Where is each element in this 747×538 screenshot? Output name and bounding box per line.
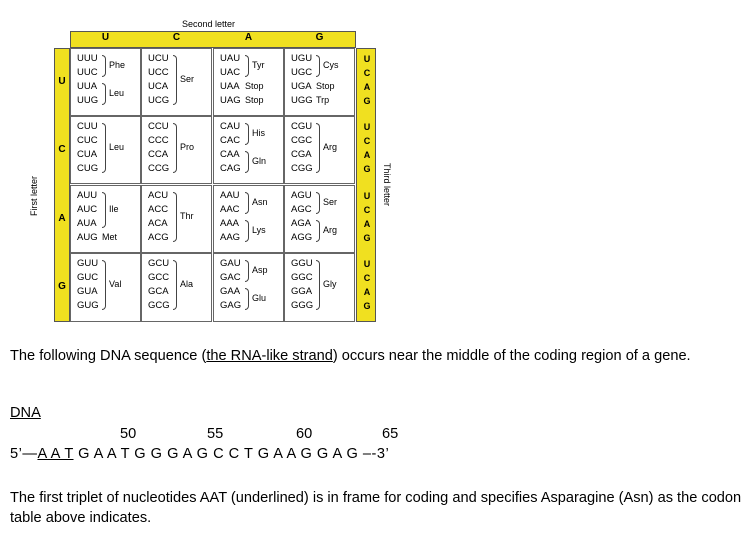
codon: CAA [220,149,240,160]
amino-acid-label: Phe [109,60,126,70]
amino-acid-label: Ser [323,197,338,207]
codon: UUC [77,67,98,78]
third-letter-label: Third letter [382,163,392,207]
codon: AGC [291,204,312,215]
codon: GUC [77,272,99,283]
codon: UUA [77,81,98,92]
brace [245,55,249,77]
codon-cell [70,253,141,322]
sequence-first-triplet: A A T [37,446,74,462]
codon: UAC [220,67,241,78]
third-letter: C [363,68,371,78]
codon: GGU [291,258,313,269]
amino-acid-label: Trp [316,95,330,105]
col-header-1: C [172,32,181,43]
brace [245,288,249,310]
codon: ACC [148,204,169,215]
amino-acid-label: Glu [252,293,267,303]
codon: UGC [291,67,313,78]
dna-label: DNA [10,405,41,421]
codon: AAG [220,232,241,243]
third-letter: A [363,287,371,297]
position-50: 50 [120,426,137,442]
codon: CUG [77,163,99,174]
amino-acid-label: Stop [245,81,264,91]
codon-cell [70,185,141,253]
amino-acid-label: Asn [252,197,268,207]
codon-cell [141,116,212,184]
codon: UGU [291,53,313,64]
row-header-1: C [58,144,66,155]
codon: CGG [291,163,313,174]
codon: CCU [148,121,169,132]
codon: UUU [77,53,98,64]
codon-cell [284,253,355,322]
third-letter: C [363,273,371,283]
codon: CAU [220,121,241,132]
amino-acid-label: Thr [180,211,194,221]
codon: UCA [148,81,169,92]
codon: GGG [291,300,314,311]
codon: UAG [220,95,241,106]
brace [102,123,106,173]
third-letter: G [363,164,371,174]
codon: CGA [291,149,312,160]
codon-cell [284,48,355,116]
codon: AUU [77,190,98,201]
brace [173,123,177,173]
brace [316,55,320,77]
amino-acid-label: Met [102,232,118,242]
codon-cell [141,185,212,253]
codon: AUC [77,204,98,215]
brace [173,260,177,310]
amino-acid-label: Asp [252,265,268,275]
codon: UUG [77,95,99,106]
codon: GUA [77,286,98,297]
codon: CCG [148,163,170,174]
codon: CCC [148,135,169,146]
brace [316,220,320,242]
codon: AAU [220,190,240,201]
codon: UCC [148,67,169,78]
brace [245,260,249,282]
codon: AAC [220,204,240,215]
codon: GUU [77,258,99,269]
third-letter: A [363,219,371,229]
codon: GCC [148,272,170,283]
codon: AGU [291,190,312,201]
codon-cell [213,48,284,116]
brace [245,220,249,242]
codon: GAA [220,286,241,297]
codon: AGG [291,232,313,243]
codon-cell [213,116,284,184]
codon: CAG [220,163,241,174]
codon: UAA [220,81,240,92]
third-letter: U [363,54,371,64]
col-header-0: U [101,32,110,43]
amino-acid-label: Ile [109,204,119,214]
position-65: 65 [382,426,399,442]
codon: CUU [77,121,98,132]
second-letter-label: Second letter [182,19,236,29]
amino-acid-label: Arg [323,225,338,235]
codon: UGA [291,81,312,92]
brace [316,123,320,173]
codon: ACA [148,218,168,229]
amino-acid-label: Stop [245,95,264,105]
codon: AAA [220,218,240,229]
codon: CGU [291,121,313,132]
codon: CUC [77,135,98,146]
third-letter: U [363,122,371,132]
amino-acid-label: Gly [323,279,337,289]
amino-acid-label: Tyr [252,60,265,70]
codon-cell [70,48,141,116]
third-letter: G [363,301,371,311]
explanation-paragraph: The first triplet of nucleotides AAT (underlined) is in frame for coding and specifies Asparagine (Asn) as the codon table above indicates. [10,490,742,526]
amino-acid-label: Ala [180,279,194,289]
amino-acid-label: Leu [109,142,125,152]
codon: GAC [220,272,241,283]
sequence-rest: G A A T G G G A G C C T G A A G G A G –-3’ [73,446,390,462]
codon-cell [213,253,284,322]
brace [245,123,249,145]
brace [316,260,320,310]
codon-cell [213,185,284,253]
row-header-2: A [58,213,66,224]
third-letter: U [363,191,371,201]
intro-text-before: The following DNA sequence ( [10,348,207,364]
codon: CAC [220,135,241,146]
brace [102,192,106,228]
rna-like-strand-text: the RNA-like strand [206,348,333,364]
codon: CCA [148,149,169,160]
codon-cell [284,116,355,184]
codon-cell [141,253,212,322]
position-60: 60 [296,426,313,442]
codon-table [54,19,376,322]
amino-acid-label: Arg [323,142,338,152]
codon: GCG [148,300,170,311]
row-header-3: G [58,281,66,292]
brace [173,192,177,242]
codon: AGA [291,218,312,229]
row-header-0: U [58,76,66,87]
codon: CGC [291,135,313,146]
codon: AUG [77,232,98,243]
brace [102,55,106,77]
amino-acid-label: Cys [323,60,339,70]
codon: GAU [220,258,241,269]
codon: GAG [220,300,242,311]
third-letter: C [363,136,371,146]
intro-paragraph [10,346,745,366]
col-header-2: A [244,32,253,43]
codon: GCU [148,258,170,269]
amino-acid-label: Pro [180,142,195,152]
brace [245,151,249,173]
brace [102,260,106,310]
codon: UAU [220,53,241,64]
sequence-prefix: 5’— [10,446,38,462]
third-letter: G [363,233,371,243]
codon: CUA [77,149,98,160]
brace [245,192,249,214]
amino-acid-label: His [252,128,265,138]
codon: GGA [291,286,313,297]
codon: UGG [291,95,313,106]
first-letter-label: First letter [29,175,39,216]
third-letter: U [363,259,371,269]
codon: ACU [148,190,169,201]
codon: GCA [148,286,169,297]
amino-acid-label: Val [109,279,122,289]
position-55: 55 [207,426,224,442]
codon-cell [70,116,141,184]
brace [173,55,177,105]
brace [316,192,320,214]
col-header-3: G [315,32,324,43]
codon-cell [141,48,212,116]
codon: UCU [148,53,169,64]
third-letter: A [363,82,371,92]
codon: GGC [291,272,313,283]
third-letter: C [363,205,371,215]
amino-acid-label: Ser [180,74,195,84]
amino-acid-label: Leu [109,88,125,98]
codon: ACG [148,232,169,243]
amino-acid-label: Stop [316,81,335,91]
codon: AUA [77,218,97,229]
brace [102,83,106,105]
intro-text-after: ) occurs near the middle of the coding region of a gene. [332,348,691,364]
codon-cell [284,185,355,253]
third-letter: A [363,150,371,160]
amino-acid-label: Gln [252,156,267,166]
third-letter: G [363,96,371,106]
codon: GUG [77,300,99,311]
dna-sequence [10,446,389,462]
codon: UCG [148,95,170,106]
amino-acid-label: Lys [252,225,266,235]
